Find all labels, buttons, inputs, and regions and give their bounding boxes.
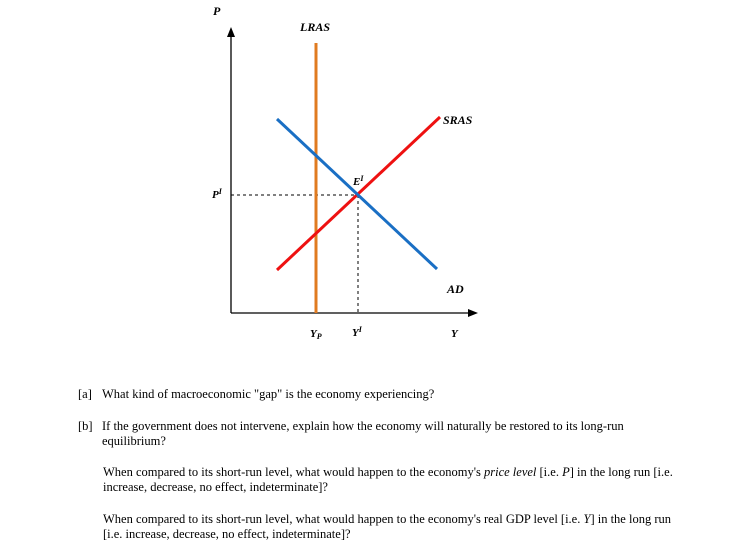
equilibrium-label: $E^I$ xyxy=(353,174,364,188)
potential-output-label: YP xyxy=(310,328,322,341)
actual-output-label: $Y^I$ xyxy=(352,325,362,339)
question-b-price-level xyxy=(103,465,693,495)
sras-label: SRAS xyxy=(443,113,473,127)
price-question-mid: [i.e. xyxy=(536,465,563,479)
question-b-tag: [b] xyxy=(78,419,93,433)
y-axis-arrow xyxy=(227,27,235,37)
price-level-label: $P^I$ xyxy=(212,187,222,201)
question-b-real-gdp xyxy=(103,512,693,542)
question-a-text: What kind of macroeconomic "gap" is the economy experiencing? xyxy=(102,387,435,401)
axis-y-label: P xyxy=(213,4,221,18)
gdp-symbol: Y xyxy=(583,512,591,526)
gdp-question-end: ] in the long run [i.e. increase, decrease, no effect, indeterminate]? xyxy=(103,512,671,541)
price-question-end: ] in the long run [i.e. increase, decrease, no effect, indeterminate]? xyxy=(103,465,673,494)
price-level-emphasis: price level xyxy=(483,465,537,479)
question-b-text: If the government does not intervene, explain how the economy will naturally be restored to its long-run equilibrium? xyxy=(102,419,624,448)
axis-x-label: Y xyxy=(451,328,458,340)
price-question-start: When compared to its short-run level, what would happen to the economy's xyxy=(103,465,484,479)
x-axis-arrow xyxy=(468,309,478,317)
gdp-question-start: When compared to its short-run level, what would happen to the economy's real GDP level [i.e. xyxy=(103,512,584,526)
ad-label: AD xyxy=(447,282,464,296)
question-a-tag: [a] xyxy=(78,387,92,401)
lras-label: LRAS xyxy=(300,20,331,34)
price-symbol: P xyxy=(562,465,570,479)
